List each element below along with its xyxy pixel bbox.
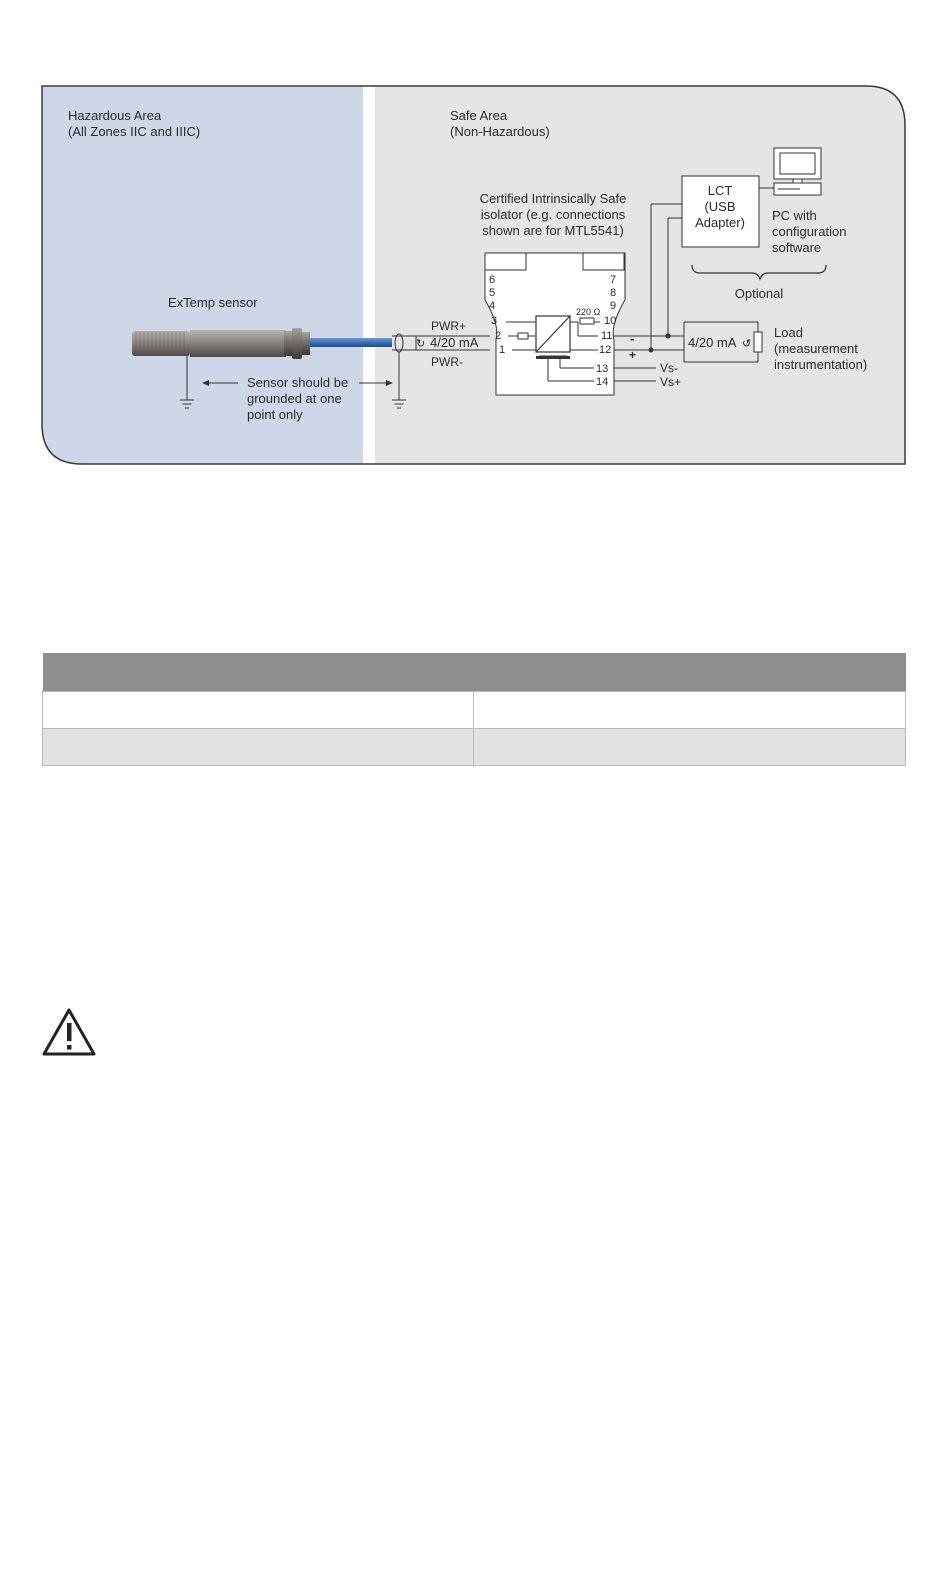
optional-label: Optional: [734, 286, 784, 301]
isolator-label-line-1: Certified Intrinsically Safe: [479, 191, 627, 206]
junction-dot: [649, 348, 654, 353]
pwr-plus-label: PWR+: [431, 319, 467, 333]
hazardous-area-title: Hazardous Area: [68, 108, 162, 123]
terminal-9: 9: [610, 300, 617, 312]
terminal-14: 14: [596, 376, 609, 388]
pc-label-line-2: configuration: [772, 224, 847, 239]
hazardous-area-region: [40, 84, 363, 466]
ground-note-line-3: point only: [247, 407, 303, 422]
load-label-line-1: Load: [774, 325, 803, 340]
load-current-arrow-icon: ↺: [742, 338, 752, 350]
warning-triangle-icon: [41, 1007, 97, 1057]
junction-dot: [666, 334, 671, 339]
terminal-6: 6: [489, 274, 496, 286]
terminal-3: 3: [491, 315, 498, 327]
safe-area-region: [375, 84, 907, 466]
pc-computer-icon: [774, 148, 821, 195]
terminal-11: 11: [601, 330, 613, 342]
loop-current-arrow-icon: ↻: [416, 338, 426, 350]
table-row: [43, 692, 906, 729]
terminal-12: 12: [599, 344, 612, 356]
resistor-label: 220 Ω: [576, 307, 601, 317]
safe-area-title: Safe Area: [450, 108, 508, 123]
table-cell: [43, 729, 474, 766]
terminal-2: 2: [495, 330, 502, 342]
lct-label-line-2: (USB: [704, 199, 736, 214]
table-cell: [474, 729, 906, 766]
hazardous-area-subtitle: (All Zones IIC and IIIC): [68, 124, 201, 139]
polarity-plus: +: [629, 348, 637, 362]
terminal-7: 7: [610, 274, 617, 286]
table-cell: [43, 692, 474, 729]
terminal-13: 13: [596, 363, 609, 375]
vs-plus-label: Vs+: [660, 375, 682, 389]
terminal-1: 1: [499, 344, 506, 356]
load-label-line-2: (measurement: [774, 341, 858, 356]
table-row: [43, 729, 906, 766]
isolator-barrier-bar: [536, 356, 570, 359]
pc-label-line-3: software: [772, 240, 822, 255]
isolator-label-line-3: shown are for MTL5541): [482, 223, 624, 238]
table-cell: [474, 692, 906, 729]
table-header-row: [43, 653, 906, 692]
vs-minus-label: Vs-: [660, 361, 678, 375]
pc-label-line-1: PC with: [772, 208, 817, 223]
loop-current-label: 4/20 mA: [430, 335, 479, 350]
terminal-8: 8: [610, 287, 617, 299]
ground-note-line-1: Sensor should be: [247, 375, 349, 390]
terminal-5: 5: [489, 287, 496, 299]
terminal-4: 4: [489, 300, 496, 312]
table-header-cell: [43, 653, 474, 692]
pwr-minus-label: PWR-: [431, 355, 463, 369]
safe-area-subtitle: (Non-Hazardous): [450, 124, 550, 139]
ground-note-line-2: grounded at one: [247, 391, 342, 406]
wiring-diagram: [0, 0, 950, 480]
sensor-label: ExTemp sensor: [168, 295, 258, 310]
load-current-label: 4/20 mA: [688, 335, 737, 350]
lct-label-line-3: Adapter): [695, 215, 745, 230]
load-resistor-icon: [754, 332, 762, 352]
lct-label-line-1: LCT: [707, 183, 733, 198]
polarity-minus: -: [630, 331, 635, 346]
extemp-sensor-graphic: [132, 328, 310, 359]
isolator-label-line-2: isolator (e.g. connections: [480, 207, 626, 222]
table-header-cell: [474, 653, 906, 692]
terminal-10: 10: [604, 315, 617, 327]
spec-table: [42, 653, 906, 766]
load-label-line-3: instrumentation): [774, 357, 868, 372]
sensor-cable: [310, 338, 392, 347]
